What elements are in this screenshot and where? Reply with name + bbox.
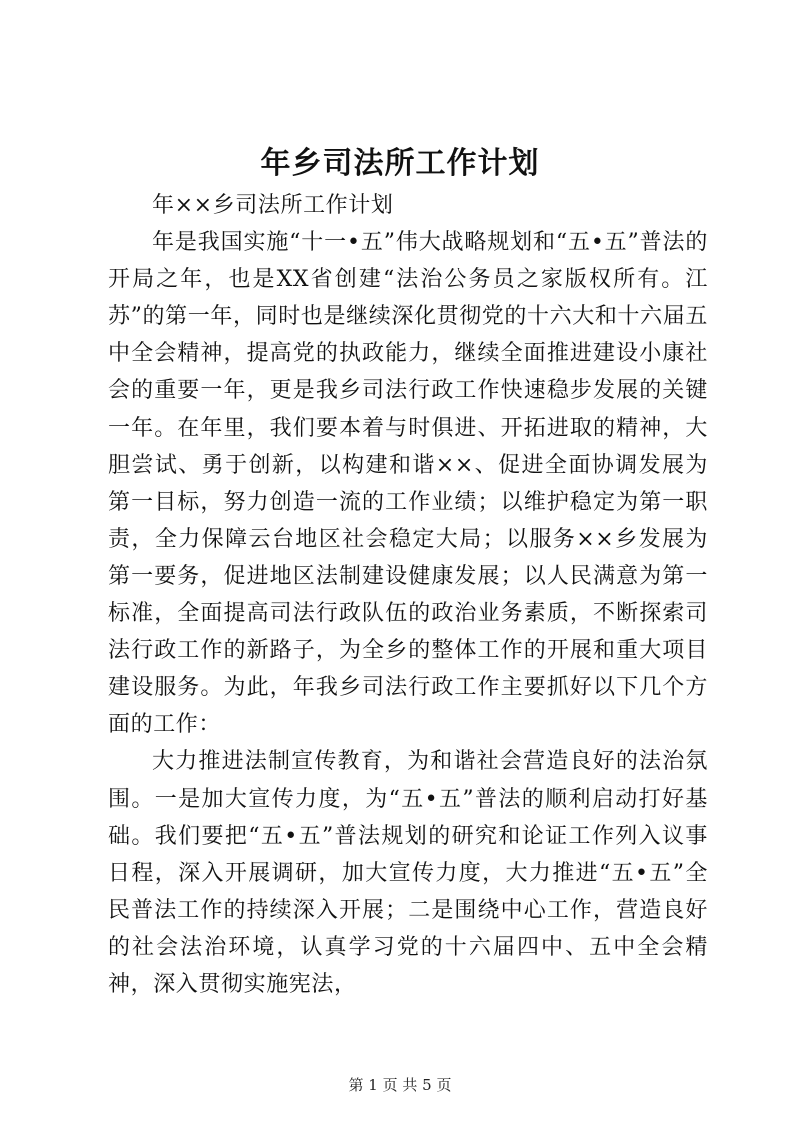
page-number-footer: 第 1 页 共 5 页 [348,1076,452,1094]
document-body [108,187,708,1003]
paragraph-intro: 年是我国实施“十一•五”伟大战略规划和“五•五”普法的开局之年，也是XX省创建“法治公务员之家版权所有。江苏”的第一年，同时也是继续深化贯彻党的十六大和十六届五中全会精神，提高党的执政能力，继续全面推进建设小康社会的重要一年，更是我乡司法行政工作快速稳步发展的关键一年。在年里，我们要本着与时俱进、开拓进取的精神，大胆尝试、勇于创新，以构建和谐××、促进全面协调发展为第一目标，努力创造一流的工作业绩；以维护稳定为第一职责，全力保障云台地区社会稳定大局；以服务××乡发展为第一要务，促进地区法制建设健康发展；以人民满意为第一标准，全面提高司法行政队伍的政治业务素质，不断探索司法行政工作的新路子，为全乡的整体工作的开展和重大项目建设服务。为此，年我乡司法行政工作主要抓好以下几个方面的工作： [108,230,708,738]
paragraph-legal-publicity: 大力推进法制宣传教育，为和谐社会营造良好的法治氛围。一是加大宣传力度，为“五•五”普法的顺利启动打好基础。我们要把“五•五”普法规划的研究和论证工作列入议事日程，深入开展调研，加大宣传力度，大力推进“五•五”全民普法工作的持续深入开展；二是围绕中心工作，营造良好的社会法治环境，认真学习党的十六届四中、五中全会精神，深入贯彻实施宪法， [108,749,708,997]
document-title: 年乡司法所工作计划 [260,146,540,181]
paragraph-subtitle: 年××乡司法所工作计划 [152,193,394,218]
